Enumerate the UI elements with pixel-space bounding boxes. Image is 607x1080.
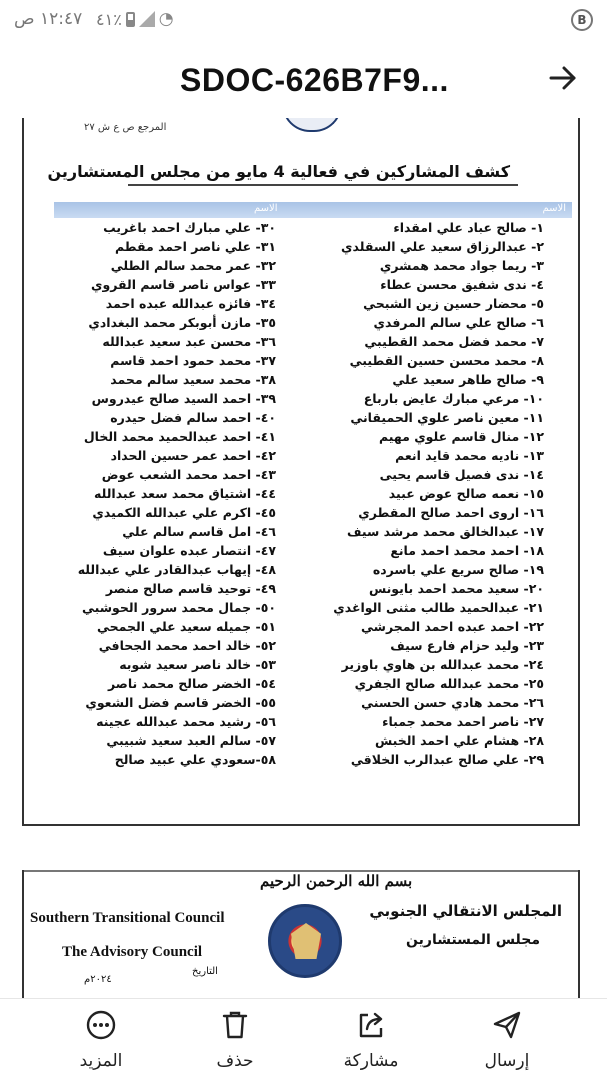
list-item: ٦- صالح علي سالم المرفدي [373, 315, 544, 330]
list-item: ١٥- نعمه صالح عوض عبيد [388, 486, 544, 501]
date-value: ٢٠٢٤م [84, 974, 112, 985]
list-item: ٩- صالح طاهر سعيد علي [392, 372, 544, 387]
list-item: ٣١- علي ناصر احمد مقطم [115, 239, 276, 254]
list-item: ٢- عبدالرزاق سعيد علي السقلدي [341, 239, 544, 254]
bottom-action-bar [0, 998, 607, 1080]
date-label: التاريخ [192, 966, 218, 977]
document-preview[interactable] [0, 118, 607, 998]
names-table-header [54, 202, 572, 218]
list-item: ٤٤- اشتياق محمد سعد عبدالله [94, 486, 276, 501]
list-item: ١٢- منال قاسم علوي مهيم [378, 429, 544, 444]
list-item: ٣٧- محمد حمود احمد قاسم [110, 353, 276, 368]
list-item: ١٦- اروى احمد صالح المقطري [358, 505, 544, 520]
list-item: ٤٦- امل قاسم سالم علي [122, 524, 276, 539]
list-item: ٥٧- سالم العبد سعيد شبيبي [106, 733, 276, 748]
more-icon [85, 1009, 117, 1041]
battery-icon [126, 12, 135, 27]
list-item: ٥٨-سعودي علي عبيد صالح [114, 752, 276, 767]
list-item: ١٧- عبدالخالق محمد مرشد سيف [346, 524, 544, 539]
page-separator [0, 830, 607, 870]
list-item: ١٣- ناديه محمد قايد انعم [395, 448, 544, 463]
list-item: ٤- ندى شفيق محسن عطاء [380, 277, 544, 292]
column-header-name-left: الاسم [254, 203, 278, 214]
app-header [0, 40, 607, 118]
advisory-council-arabic: مجلس المستشارين [406, 932, 540, 948]
browser-badge-icon: B [571, 9, 593, 31]
trash-icon [219, 1009, 251, 1041]
share-icon [355, 1009, 387, 1041]
list-item: ٨- محمد محسن حسين القطيبي [349, 353, 544, 368]
list-item: ٥٦- رشيد محمد عبدالله عجينه [96, 714, 276, 729]
status-bar [0, 0, 607, 40]
list-item: ٥٥- الخضر قاسم فضل الشعوي [85, 695, 276, 710]
list-item: ٣٣- عواس ناصر قاسم القروي [91, 277, 276, 292]
reference-number: المرجع ص ع ش ٢٧ [84, 122, 167, 133]
list-item: ٢٦- محمد هادي حسن الحسني [361, 695, 544, 710]
letterhead-logo-fragment [282, 118, 342, 132]
more-button[interactable] [46, 1005, 156, 1077]
names-column-right [314, 218, 544, 769]
share-button[interactable] [316, 1005, 426, 1077]
send-label: إرسال [484, 1051, 530, 1071]
list-item: ٤٩- توحيد قاسم صالح منصر [105, 581, 276, 596]
send-button[interactable] [452, 1005, 562, 1077]
delete-button[interactable] [180, 1005, 290, 1077]
list-item: ٢١- عبدالحميد طالب مثنى الواغدي [333, 600, 544, 615]
list-item: ١٠- مرعي مبارك عايض بارباع [363, 391, 544, 406]
document-heading: كشف المشاركين في فعالية 4 مايو من مجلس المستشارين [47, 162, 510, 181]
council-name-arabic: المجلس الانتقالي الجنوبي [369, 902, 562, 920]
list-item: ١٤- ندى فصيل قاسم يحيى [379, 467, 544, 482]
list-item: ٣- ريما جواد محمد همشري [379, 258, 544, 273]
list-item: ٤٧- انتصار عبده علوان سيف [102, 543, 276, 558]
list-item: ٥٢- خالد احمد محمد الجحافي [98, 638, 276, 653]
list-item: ٥- محضار حسين زين الشبحي [363, 296, 544, 311]
forward-arrow-icon[interactable] [547, 62, 579, 94]
status-time: ١٢:٤٧ ص [14, 9, 83, 29]
document-page-2 [22, 870, 580, 998]
heading-underline [128, 184, 518, 186]
list-item: ١٩- صالح سريع علي باسرده [372, 562, 544, 577]
wifi-icon: ◔ [158, 9, 174, 29]
list-item: ٢٤- محمد عبدالله بن هاوي باوزير [341, 657, 544, 672]
list-item: ٣٤- فائزه عبدالله عبده احمد [105, 296, 276, 311]
list-item: ٥١- جميله سعيد علي الجمحي [96, 619, 276, 634]
list-item: ٥٣- خالد ناصر سعيد شوبه [119, 657, 276, 672]
list-item: ١١- معين ناصر علوي الحميقاني [350, 410, 544, 425]
list-item: ٢٩- علي صالح عبدالرب الخلاقي [350, 752, 544, 767]
list-item: ٤٢- احمد عمر حسين الحداد [110, 448, 276, 463]
basmala-calligraphy: بسم الله الرحمن الرحيم [260, 872, 413, 890]
list-item: ٥٠- جمال محمد سرور الحوشبي [81, 600, 276, 615]
advisory-council-english: The Advisory Council [62, 944, 203, 960]
list-item: ٤٠- احمد سالم فضل حيدره [110, 410, 276, 425]
list-item: ٢٠- سعيد محمد احمد بايونس [368, 581, 544, 596]
list-item: ٣٦- محسن عبد سعيد عبدالله [102, 334, 276, 349]
status-icons [96, 9, 174, 29]
list-item: ٣٨- محمد سعيد سالم محمد [110, 372, 276, 387]
list-item: ٣٠- علي مبارك احمد باغريب [103, 220, 276, 235]
list-item: ٤٣- احمد محمد الشعب عوض [101, 467, 276, 482]
list-item: ٥٤- الخضر صالح محمد ناصر [107, 676, 276, 691]
names-column-left [46, 218, 276, 769]
list-item: ٤٨- إيهاب عبدالقادر علي عبدالله [77, 562, 276, 577]
list-item: ٢٢- احمد عبده احمد المجرشي [361, 619, 544, 634]
more-label: المزيد [79, 1051, 123, 1071]
list-item: ٣٥- مازن أبوبكر محمد البغدادي [88, 315, 276, 330]
send-icon [491, 1009, 523, 1041]
signal-icon [139, 11, 155, 27]
council-name-english: Southern Transitional Council [30, 910, 225, 926]
delete-label: حذف [216, 1051, 254, 1071]
list-item: ٢٣- وليد حزام فارع سيف [390, 638, 544, 653]
list-item: ١٨- احمد محمد احمد مانع [390, 543, 544, 558]
share-label: مشاركة [343, 1051, 399, 1071]
document-page-1 [22, 118, 580, 826]
column-header-name-right: الاسم [542, 203, 566, 214]
list-item: ٢٥- محمد عبدالله صالح الجفري [354, 676, 544, 691]
list-item: ٢٨- هشام علي احمد الخبش [374, 733, 544, 748]
list-item: ٤١- احمد عبدالحميد محمد الخال [83, 429, 276, 444]
list-item: ٤٥- اكرم علي عبدالله الكميدي [92, 505, 276, 520]
document-title: SDOC-626B7F9... [180, 62, 449, 98]
council-seal-logo [268, 904, 342, 978]
list-item: ١- صالح عباد علي امقداء [393, 220, 544, 235]
list-item: ٣٩- احمد السيد صالح عيدروس [91, 391, 276, 406]
list-item: ٢٧- ناصر احمد محمد جمباء [382, 714, 544, 729]
battery-percent: ٤١٪ [96, 9, 122, 29]
list-item: ٧- محمد فضل محمد القطيبي [364, 334, 544, 349]
list-item: ٣٢- عمر محمد سالم الطلي [110, 258, 276, 273]
